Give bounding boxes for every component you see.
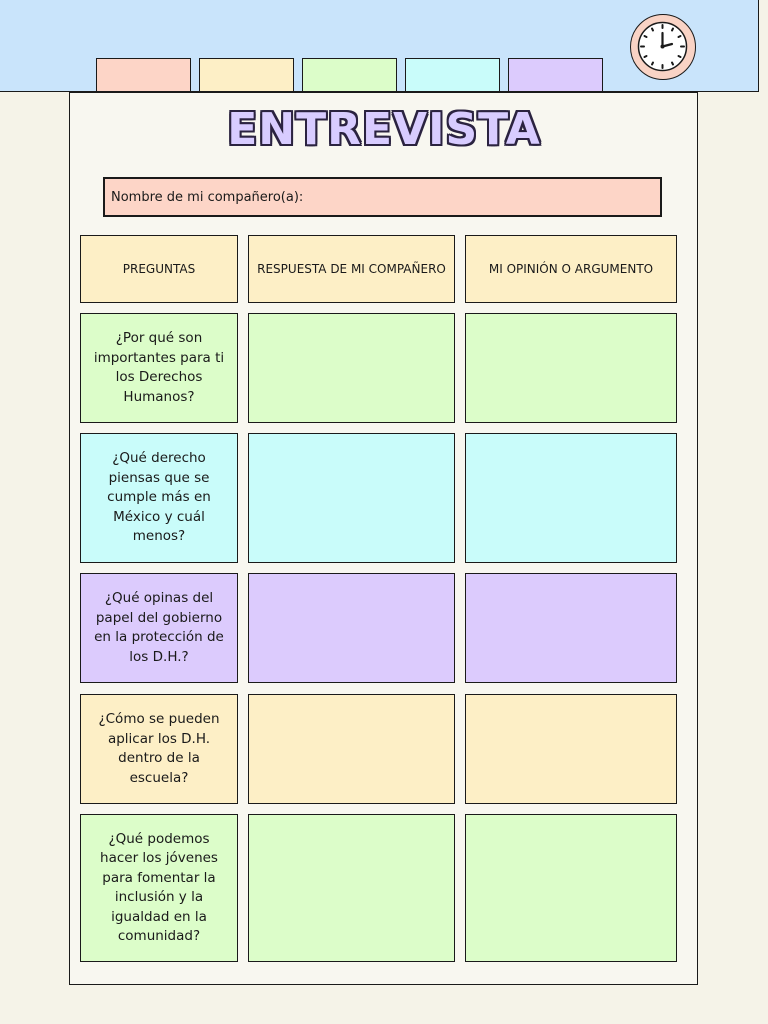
answer-cell-4[interactable] [248,694,455,804]
answer-cell-3[interactable] [248,573,455,683]
answer-cell-5[interactable] [248,814,455,962]
tab-peach [96,58,191,92]
question-1: ¿Por qué son importantes para ti los Derechos Humanos? [80,313,238,423]
answer-cell-1[interactable] [248,313,455,423]
partner-name-label: Nombre de mi compañero(a): [111,189,304,205]
page-title: ENTREVISTA [227,104,541,155]
question-5: ¿Qué podemos hacer los jóvenes para fomentar la inclusión y la igualdad en la comunidad? [80,814,238,962]
tab-green [302,58,397,92]
question-2: ¿Qué derecho piensas que se cumple más en México y cuál menos? [80,433,238,563]
question-4: ¿Cómo se pueden aplicar los D.H. dentro de la escuela? [80,694,238,804]
clock-icon [630,14,696,80]
opinion-cell-1[interactable] [465,313,677,423]
header-respuesta: RESPUESTA DE MI COMPAÑERO [248,235,455,303]
answer-cell-2[interactable] [248,433,455,563]
question-3: ¿Qué opinas del papel del gobierno en la protección de los D.H.? [80,573,238,683]
opinion-cell-3[interactable] [465,573,677,683]
opinion-cell-4[interactable] [465,694,677,804]
header-preguntas: PREGUNTAS [80,235,238,303]
tab-purple [508,58,603,92]
opinion-cell-5[interactable] [465,814,677,962]
header-opinion: MI OPINIÓN O ARGUMENTO [465,235,677,303]
partner-name-field[interactable] [103,177,662,217]
opinion-cell-2[interactable] [465,433,677,563]
tab-cyan [405,58,500,92]
tab-yellow [199,58,294,92]
